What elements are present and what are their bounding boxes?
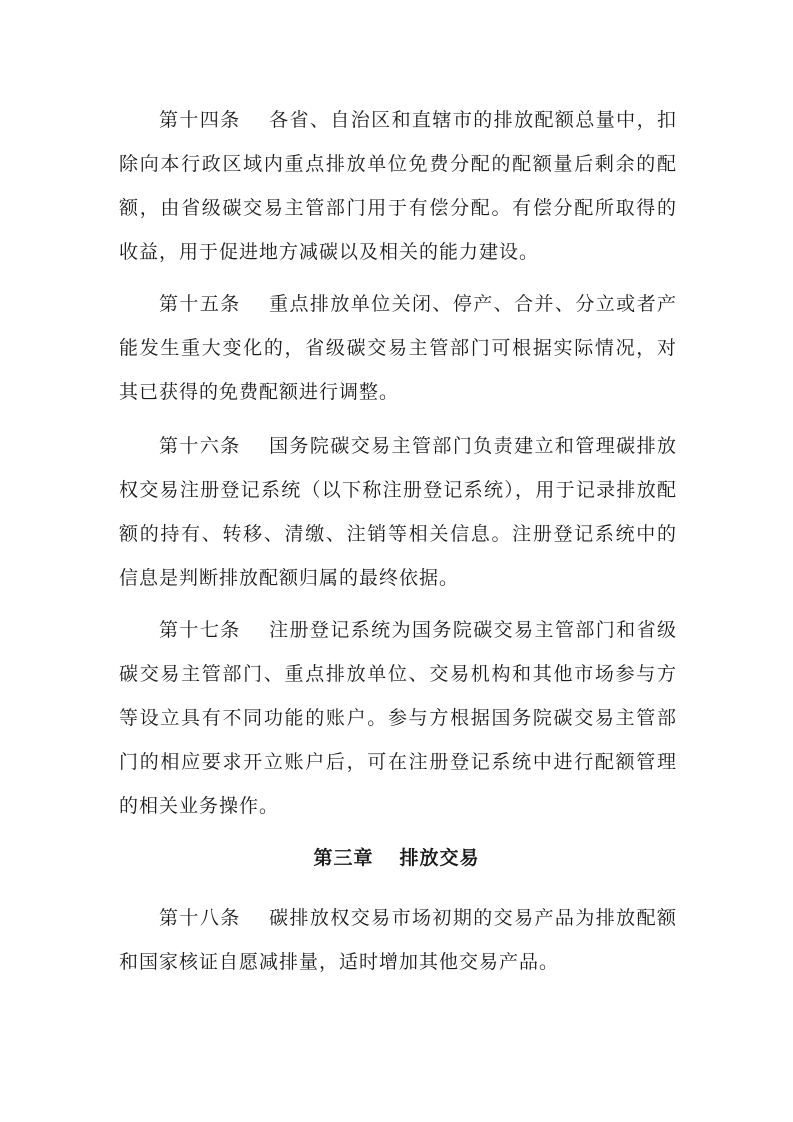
chapter-title: 排放交易 bbox=[399, 847, 480, 869]
article-16 bbox=[119, 424, 677, 600]
article-text: 国务院碳交易主管部门负责建立和管理碳排放权交易注册登记系统（以下称注册登记系统），用于记录排放配额的持有、转移、清缴、注销等相关信息。注册登记系统中的信息是判断排放配额归属的最终依据。 bbox=[119, 435, 677, 589]
article-text: 碳排放权交易市场初期的交易产品为排放配额和国家核证自愿减排量，适时增加其他交易产品。 bbox=[119, 907, 677, 973]
article-text: 重点排放单位关闭、停产、合并、分立或者产能发生重大变化的，省级碳交易主管部门可根据实际情况，对其已获得的免费配额进行调整。 bbox=[119, 293, 677, 403]
article-17 bbox=[119, 608, 677, 828]
article-number: 第十五条 bbox=[159, 293, 241, 315]
article-text: 各省、自治区和直辖市的排放配额总量中，扣除向本行政区域内重点排放单位免费分配的配额量后剩余的配额，由省级碳交易主管部门用于有偿分配。有偿分配所取得的收益，用于促进地方减碳以及相关的能力建设。 bbox=[119, 109, 677, 263]
article-number: 第十四条 bbox=[159, 109, 241, 131]
article-number: 第十八条 bbox=[159, 907, 241, 929]
article-15 bbox=[119, 282, 677, 414]
article-18 bbox=[119, 896, 677, 984]
article-text: 注册登记系统为国务院碳交易主管部门和省级碳交易主管部门、重点排放单位、交易机构和其他市场参与方等设立具有不同功能的账户。参与方根据国务院碳交易主管部门的相应要求开立账户后，可在注册登记系统中进行配额管理的相关业务操作。 bbox=[119, 619, 677, 817]
chapter-heading bbox=[0, 836, 793, 880]
article-number: 第十七条 bbox=[159, 619, 241, 641]
article-14 bbox=[119, 98, 677, 274]
chapter-number: 第三章 bbox=[313, 847, 374, 869]
article-number: 第十六条 bbox=[159, 435, 241, 457]
